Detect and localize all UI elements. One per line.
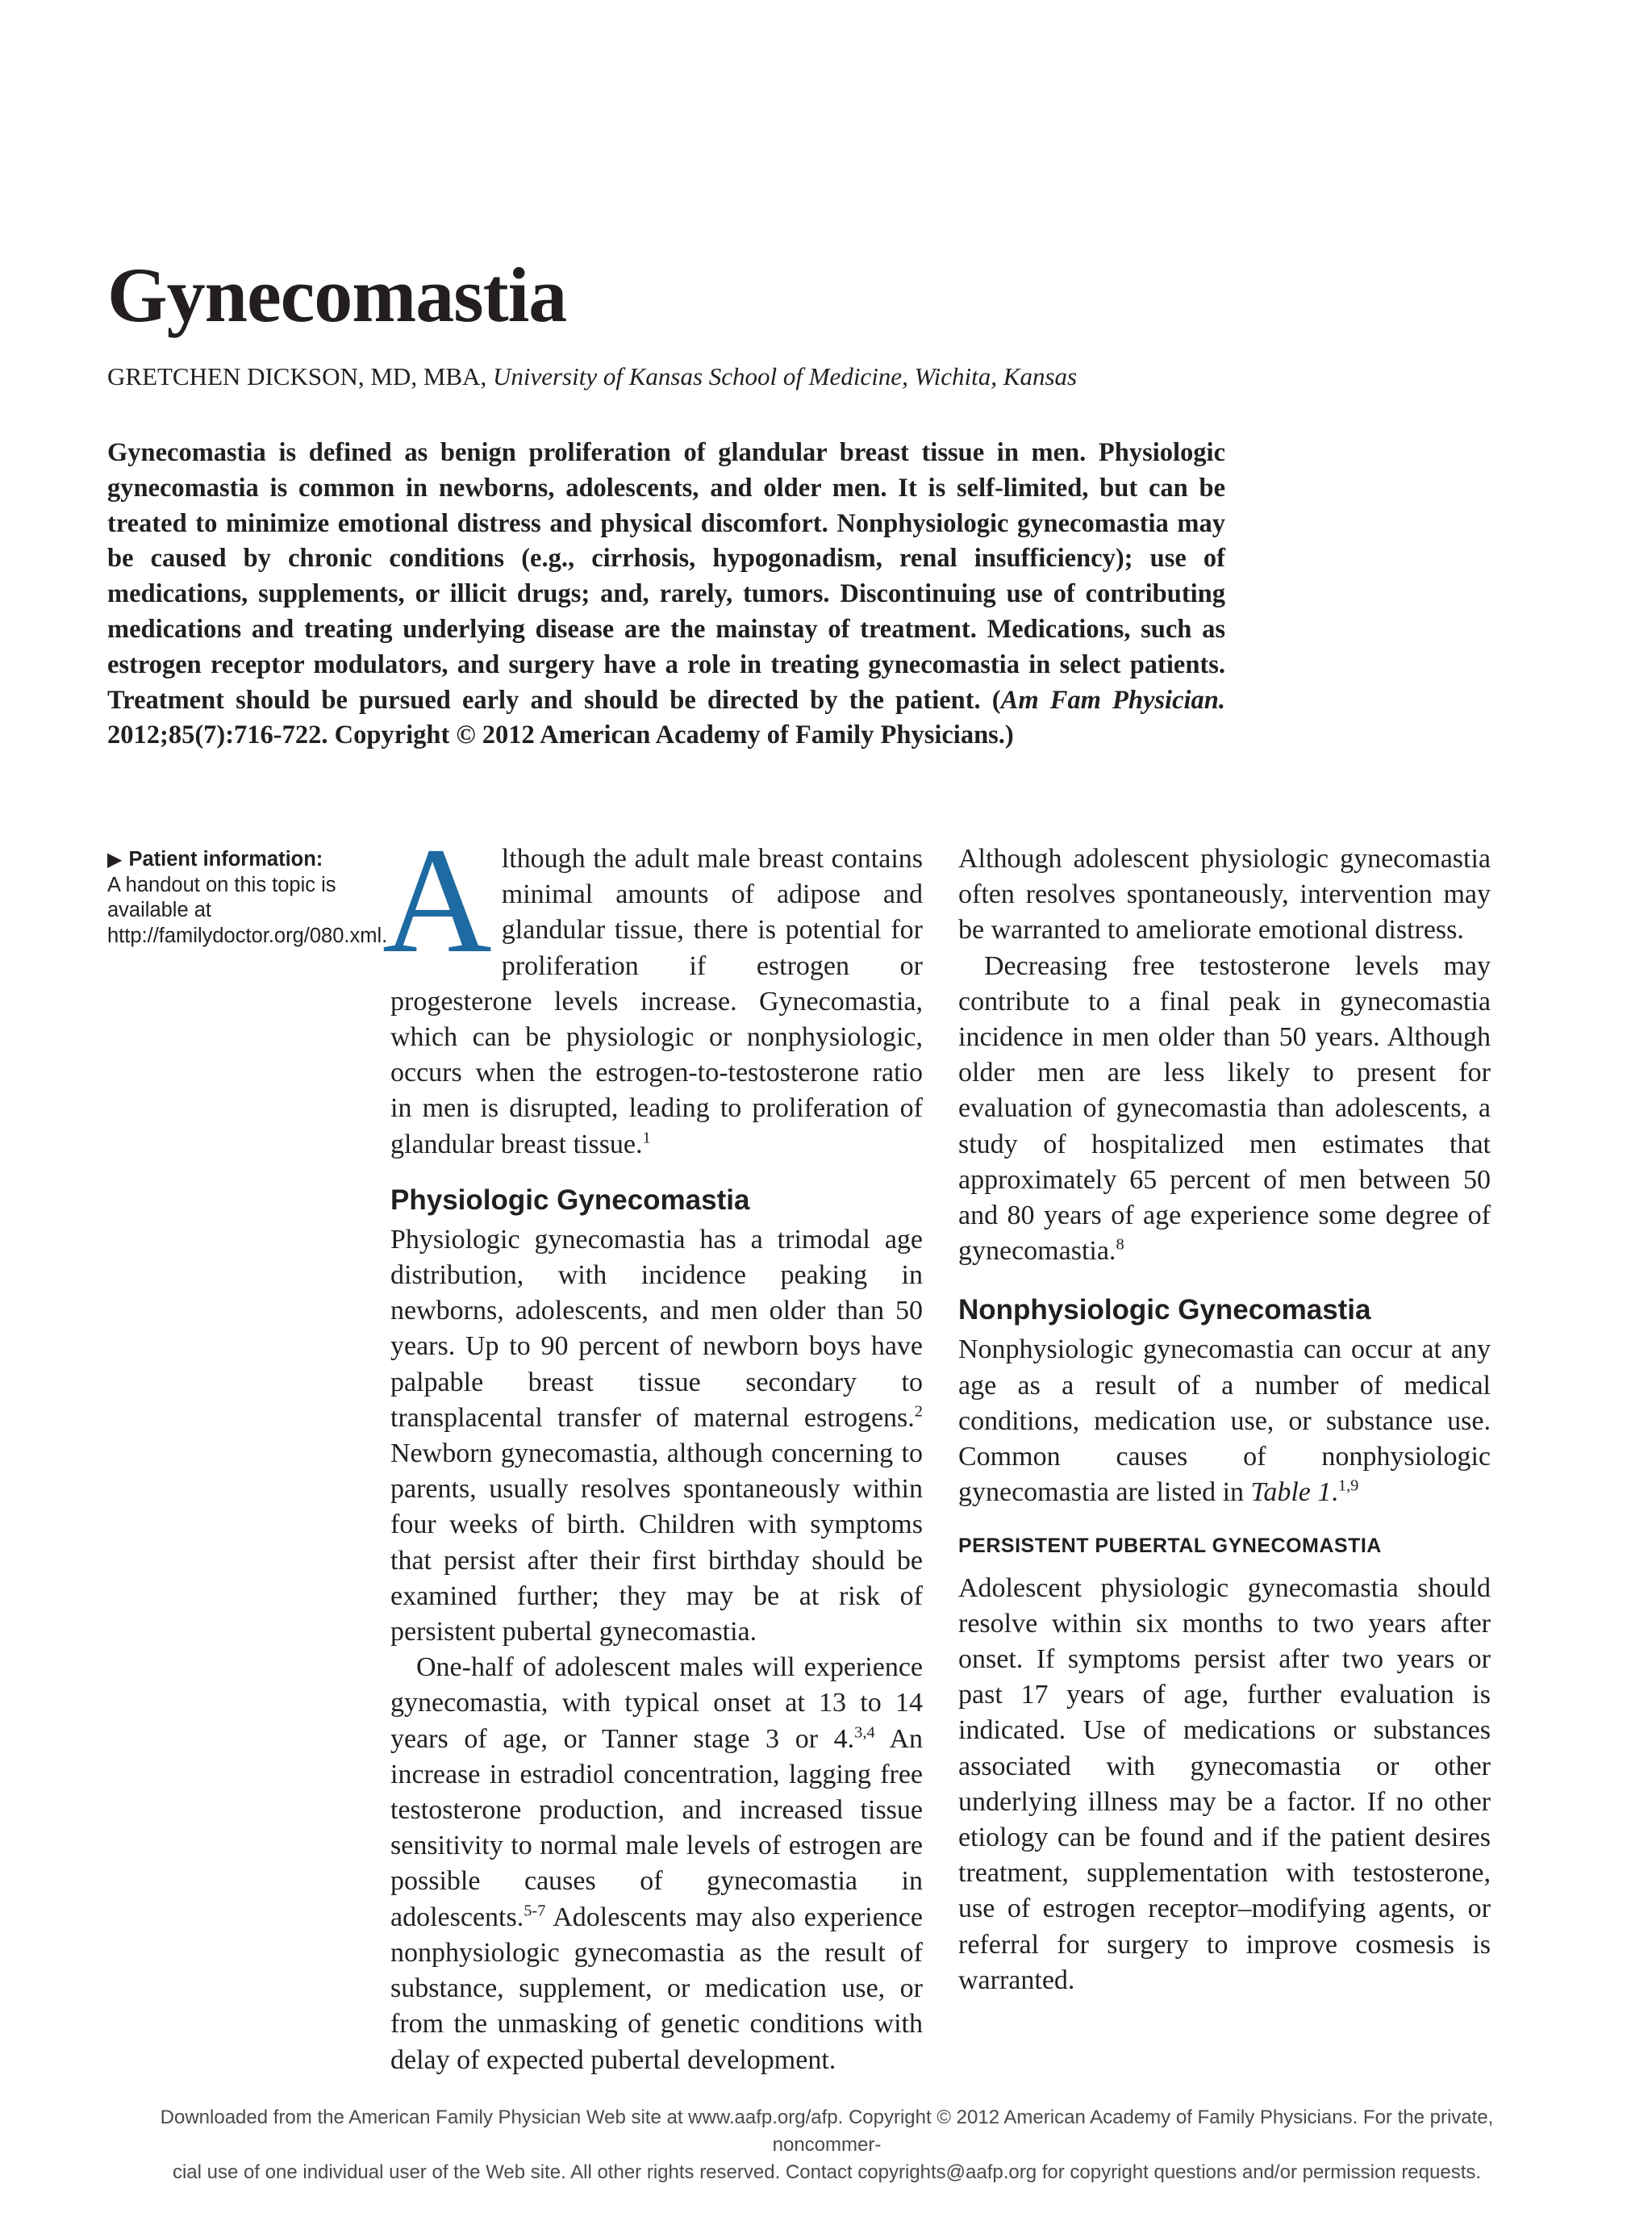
paragraph-text: Newborn gynecomastia, although concerning to parents, usually resolves spontaneously within four weeks of birth. Children with symptoms that persist after their first birthday should be examined further; they may be at risk of persistent pubertal gynecomastia. <box>390 1438 923 1647</box>
subsection-heading-persistent: PERSISTENT PUBERTAL GYNECOMASTIA <box>958 1534 1382 1558</box>
reference-superscript: 1 <box>642 1129 651 1147</box>
play-arrow-icon: ▶ <box>107 849 123 871</box>
author-name: GRETCHEN DICKSON, MD, MBA, <box>107 362 487 390</box>
footer-line-1: Downloaded from the American Family Physician Web site at www.aafp.org/afp. Copyright © 2012 American Academy of Family Physicians. For the private, noncommer- <box>160 2106 1494 2156</box>
intro-paragraph <box>382 816 923 1163</box>
body-column-right-content <box>958 841 1491 1998</box>
paragraph-text: Decreasing free testosterone levels may contribute to a final peak in gynecomastia incidence in men older than 50 years. Although older men are less likely to present for evaluation of gynecomastia than adolescents, a study of hospitalized men estimates that approximately 65 percent of men between 50 and 80 years of age experience some degree of gynecomastia. <box>958 950 1491 1267</box>
reference-superscript: 2 <box>914 1402 923 1421</box>
paragraph-nonphysiologic <box>958 1332 1491 1510</box>
paragraph-text: Nonphysiologic gynecomastia can occur at any age as a result of a number of medical conditions, medication use, or substance use. Common causes of nonphysiologic gynecomastia are listed in <box>958 1334 1491 1508</box>
reference-superscript: 3,4 <box>854 1723 875 1742</box>
paragraph-persistent-pubertal: Adolescent physiologic gynecomastia should resolve within six months to two years after onset. If symptoms persist after two years or past 17 years of age, further evaluation is indicated. Use of medications or substances associated with gynecomastia or other underlying illness may be a factor. If no other etiology can be found and if the patient desires treatment, supplementation with testosterone, use of estrogen receptor–modifying agents, or referral for surgery to improve cosmesis is warranted. <box>958 1572 1491 1995</box>
paragraph-adolescent <box>390 1650 923 2077</box>
paragraph-trimodal <box>390 1222 923 1650</box>
author-affiliation: University of Kansas School of Medicine, Wichita, Kansas <box>492 362 1078 390</box>
paragraph-text: Although adolescent physiologic gynecomastia often resolves spontaneously, intervention may be warranted to ameliorate emotional distress. <box>958 844 1491 946</box>
reference-superscript: 1,9 <box>1337 1476 1359 1495</box>
download-footer <box>121 2104 1533 2186</box>
patient-info-sidebar <box>107 847 388 949</box>
reference-superscript: 5-7 <box>524 1902 546 1920</box>
paragraph-text: Physiologic gynecomastia has a trimodal age distribution, with incidence peaking in newborns, adolescents, and men older than 50 years. Up to 90 percent of newborn boys have palpable breast tissue secondary to transplacental transfer of maternal estrogens. <box>390 1224 923 1433</box>
patient-info-text: A handout on this topic is available at http://familydoctor.org/080.xml. <box>107 873 388 947</box>
abstract-text: Gynecomastia is defined as benign proliferation of glandular breast tissue in men. Physiologic gynecomastia is common in newborns, adolescents, and older men. It is self-limited, but can be treated to minimize emotional distress and physical discomfort. Nonphysiologic gynecomastia may be caused by chronic conditions (e.g., cirrhosis, hypogonadism, renal insufficiency); use of medications, supplements, or illicit drugs; and, rarely, tumors. Discontinuing use of contributing medications and treating underlying disease are the mainstay of treatment. Medications, such as estrogen receptor modulators, and surgery have a role in treating gynecomastia in select patients. Treatment should be pursued early and should be directed by the patient. ( <box>107 438 1225 715</box>
paragraph-text: An increase in estradiol concentration, lagging free testosterone production, and increased tissue sensitivity to normal male levels of estrogen are possible causes of gynecomastia in adolescents. <box>390 1723 923 1932</box>
paragraph-adolescent-continued <box>958 841 1491 949</box>
paragraph-text: . <box>1331 1477 1338 1508</box>
paragraph-text: Adolescents may also experience nonphysiologic gynecomastia as the result of substance, supplement, or medication use, or from the unmasking of genetic conditions with delay of expected pubertal development. <box>390 1902 923 2075</box>
table-reference-link[interactable]: Table 1 <box>1250 1477 1332 1508</box>
abstract <box>107 436 1225 754</box>
citation-journal: Am Fam Physician. <box>1000 685 1225 715</box>
citation-details: 2012;85(7):716-722. Copyright © 2012 American Academy of Family Physicians.) <box>107 720 1014 750</box>
paragraph-older-men <box>958 949 1491 1270</box>
reference-superscript: 8 <box>1116 1235 1124 1254</box>
section-heading-nonphysiologic: Nonphysiologic Gynecomastia <box>958 1294 1371 1326</box>
section-heading-physiologic: Physiologic Gynecomastia <box>390 1184 750 1216</box>
intro-text: lthough the adult male breast contains minimal amounts of adipose and glandular tissue, there is potential for proliferation if estrogen or progesterone levels increase. Gynecomastia, which can be physiologic or nonphysiologic, occurs when the estrogen-to-testosterone ratio in men is disrupted, leading to proliferation of glandular breast tissue. <box>390 844 923 1159</box>
patient-info-label: Patient information: <box>128 848 323 871</box>
body-column-left <box>382 816 923 2078</box>
paragraph-text: One-half of adolescent males will experience gynecomastia, with typical onset at 13 to 14 years of age, or Tanner stage 3 or 4. <box>390 1652 923 1754</box>
article-title: Gynecomastia <box>107 252 567 338</box>
drop-cap: A <box>382 816 492 984</box>
footer-line-2: cial use of one individual user of the Web site. All other rights reserved. Contact copyrights@aafp.org for copyright questions and/or permission requests. <box>172 2161 1482 2183</box>
byline <box>107 361 1077 391</box>
